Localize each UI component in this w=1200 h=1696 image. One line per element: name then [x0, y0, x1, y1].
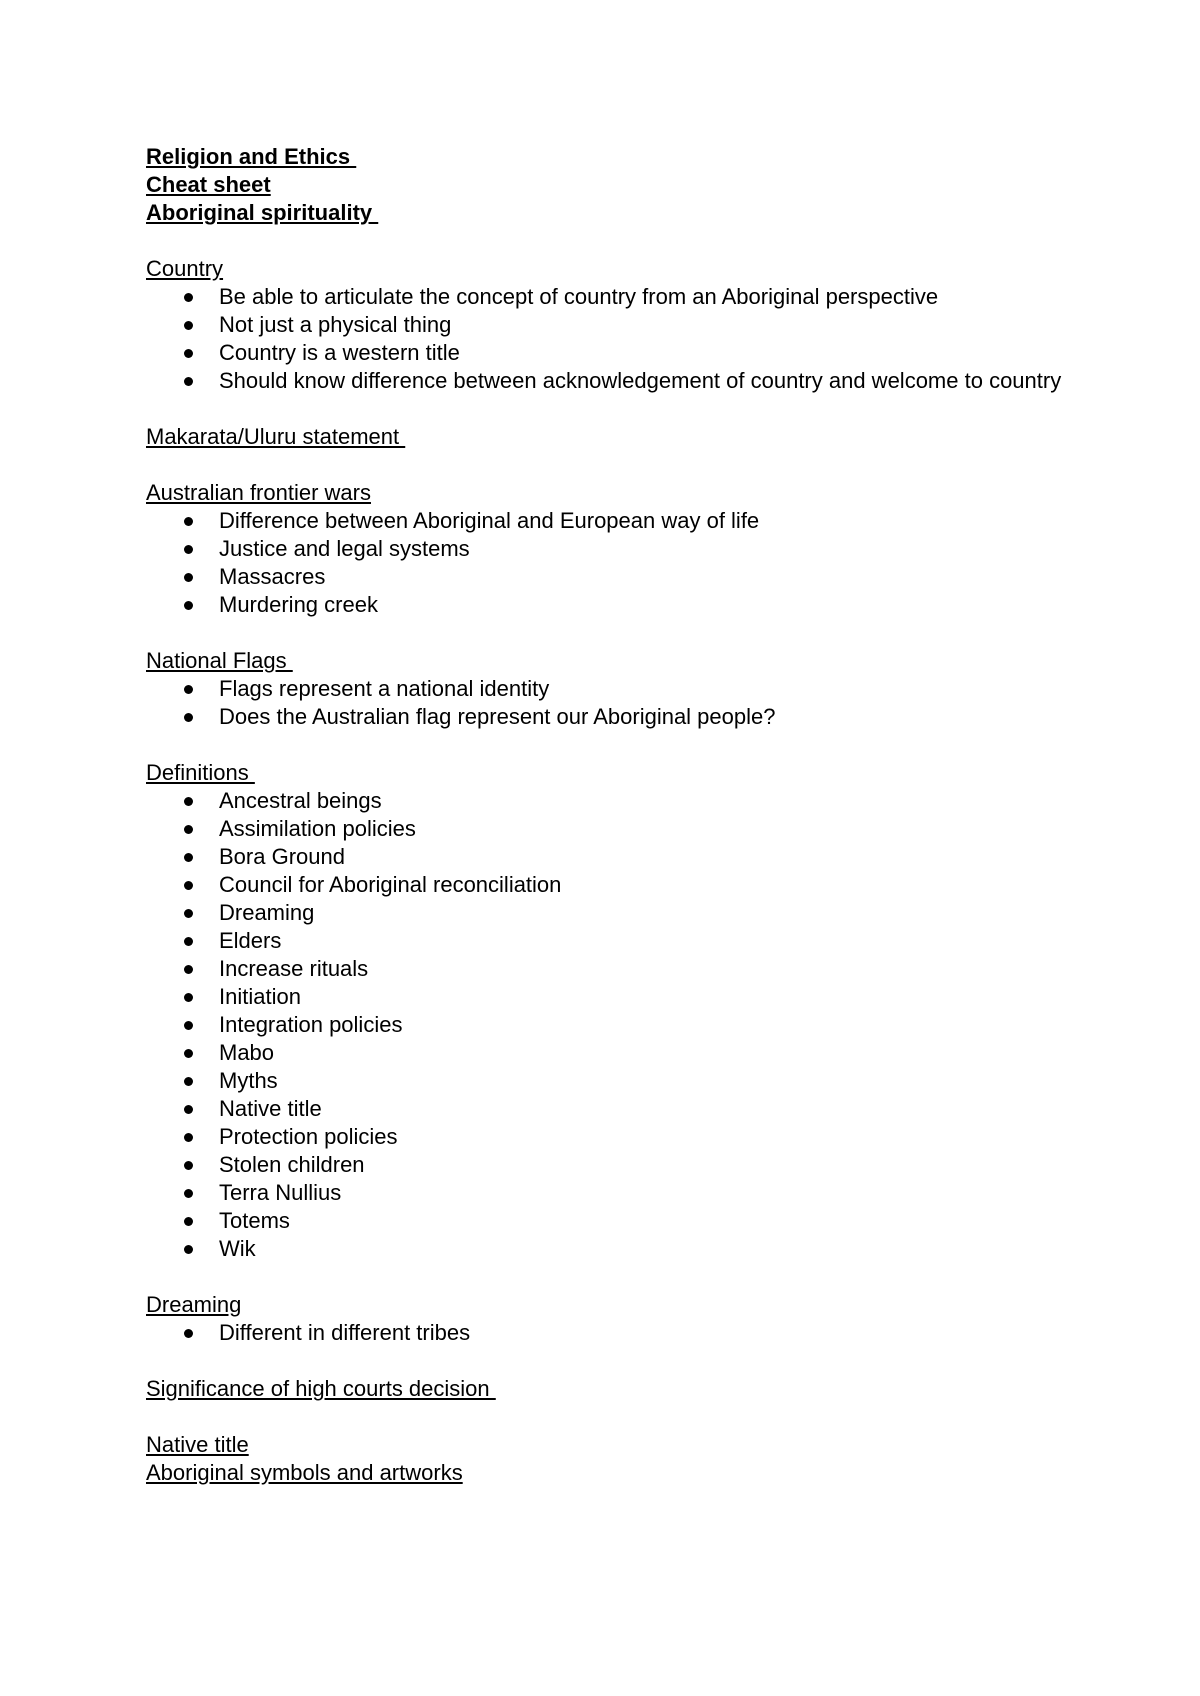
section-heading-makarata: Makarata/Uluru statement — [146, 424, 406, 449]
bullet-icon — [184, 573, 193, 582]
spacer — [146, 731, 1066, 759]
country-list — [146, 283, 1066, 395]
definitions-list — [146, 787, 1066, 1263]
section-heading-national-flags: National Flags — [146, 648, 293, 673]
list-item — [146, 983, 1066, 1011]
list-item-text: Totems — [219, 1208, 290, 1233]
list-item-text: Assimilation policies — [219, 816, 416, 841]
list-item-text: Ancestral beings — [219, 788, 382, 813]
spacer — [146, 451, 1066, 479]
list-item — [146, 1095, 1066, 1123]
list-item-text: Increase rituals — [219, 956, 369, 981]
list-item-text: Murdering creek — [219, 592, 378, 617]
dreaming-list — [146, 1319, 1066, 1347]
list-item — [146, 1319, 1066, 1347]
document-page — [146, 143, 1066, 1487]
list-item-text: Different in different tribes — [219, 1320, 471, 1345]
list-item-text: Justice and legal systems — [219, 536, 470, 561]
list-item — [146, 1011, 1066, 1039]
list-item — [146, 1151, 1066, 1179]
list-item — [146, 591, 1066, 619]
list-item — [146, 367, 1066, 395]
list-item-text: Native title — [219, 1096, 322, 1121]
list-item — [146, 955, 1066, 983]
bullet-icon — [184, 377, 193, 386]
bullet-icon — [184, 1245, 193, 1254]
section-heading-country: Country — [146, 256, 224, 281]
bullet-icon — [184, 1161, 193, 1170]
list-item — [146, 563, 1066, 591]
list-item — [146, 535, 1066, 563]
list-item-text: Mabo — [219, 1040, 275, 1065]
list-item — [146, 899, 1066, 927]
list-item-text: Elders — [219, 928, 282, 953]
list-item-text: Myths — [219, 1068, 278, 1093]
bullet-icon — [184, 321, 193, 330]
list-item-text: Flags represent a national identity — [219, 676, 550, 701]
bullet-icon — [184, 1021, 193, 1030]
list-item — [146, 675, 1066, 703]
list-item-text: Protection policies — [219, 1124, 398, 1149]
section-heading-symbols: Aboriginal symbols and artworks — [146, 1460, 463, 1485]
doc-topic: Aboriginal spirituality — [146, 200, 379, 225]
list-item — [146, 1123, 1066, 1151]
list-item — [146, 815, 1066, 843]
list-item — [146, 787, 1066, 815]
doc-subtitle: Cheat sheet — [146, 172, 271, 197]
bullet-icon — [184, 937, 193, 946]
bullet-icon — [184, 545, 193, 554]
list-item — [146, 311, 1066, 339]
bullet-icon — [184, 1105, 193, 1114]
list-item — [146, 283, 1066, 311]
bullet-icon — [184, 797, 193, 806]
bullet-icon — [184, 853, 193, 862]
list-item — [146, 927, 1066, 955]
section-heading-dreaming: Dreaming — [146, 1292, 242, 1317]
list-item-text: Initiation — [219, 984, 301, 1009]
bullet-icon — [184, 293, 193, 302]
section-heading-high-courts: Significance of high courts decision — [146, 1376, 496, 1401]
list-item — [146, 1207, 1066, 1235]
bullet-icon — [184, 1189, 193, 1198]
bullet-icon — [184, 517, 193, 526]
bullet-icon — [184, 993, 193, 1002]
bullet-icon — [184, 1133, 193, 1142]
bullet-icon — [184, 909, 193, 918]
list-item — [146, 1235, 1066, 1263]
list-item-text: Bora Ground — [219, 844, 345, 869]
list-item-text: Does the Australian flag represent our Aboriginal people? — [219, 704, 776, 729]
spacer — [146, 1263, 1066, 1291]
list-item-text: Not just a physical thing — [219, 312, 452, 337]
list-item — [146, 507, 1066, 535]
list-item-text: Be able to articulate the concept of country from an Aboriginal perspective — [219, 284, 939, 309]
spacer — [146, 395, 1066, 423]
bullet-icon — [184, 881, 193, 890]
doc-title: Religion and Ethics — [146, 144, 357, 169]
bullet-icon — [184, 349, 193, 358]
list-item-text: Stolen children — [219, 1152, 365, 1177]
section-heading-definitions: Definitions — [146, 760, 255, 785]
list-item-text: Should know difference between acknowledgement of country and welcome to country — [219, 368, 1062, 393]
section-heading-native-title: Native title — [146, 1432, 249, 1457]
list-item-text: Council for Aboriginal reconciliation — [219, 872, 562, 897]
bullet-icon — [184, 1077, 193, 1086]
list-item-text: Massacres — [219, 564, 326, 589]
bullet-icon — [184, 825, 193, 834]
spacer — [146, 1347, 1066, 1375]
list-item-text: Integration policies — [219, 1012, 403, 1037]
list-item-text: Dreaming — [219, 900, 315, 925]
list-item-text: Country is a western title — [219, 340, 460, 365]
bullet-icon — [184, 1329, 193, 1338]
bullet-icon — [184, 685, 193, 694]
national-flags-list — [146, 675, 1066, 731]
bullet-icon — [184, 1217, 193, 1226]
list-item — [146, 703, 1066, 731]
bullet-icon — [184, 1049, 193, 1058]
list-item — [146, 843, 1066, 871]
frontier-wars-list — [146, 507, 1066, 619]
bullet-icon — [184, 713, 193, 722]
list-item — [146, 1039, 1066, 1067]
bullet-icon — [184, 965, 193, 974]
list-item-text: Terra Nullius — [219, 1180, 342, 1205]
bullet-icon — [184, 601, 193, 610]
list-item — [146, 1179, 1066, 1207]
spacer — [146, 227, 1066, 255]
list-item — [146, 871, 1066, 899]
section-heading-frontier-wars: Australian frontier wars — [146, 480, 371, 505]
spacer — [146, 1403, 1066, 1431]
list-item-text: Wik — [219, 1236, 256, 1261]
spacer — [146, 619, 1066, 647]
list-item — [146, 1067, 1066, 1095]
list-item — [146, 339, 1066, 367]
list-item-text: Difference between Aboriginal and European way of life — [219, 508, 760, 533]
